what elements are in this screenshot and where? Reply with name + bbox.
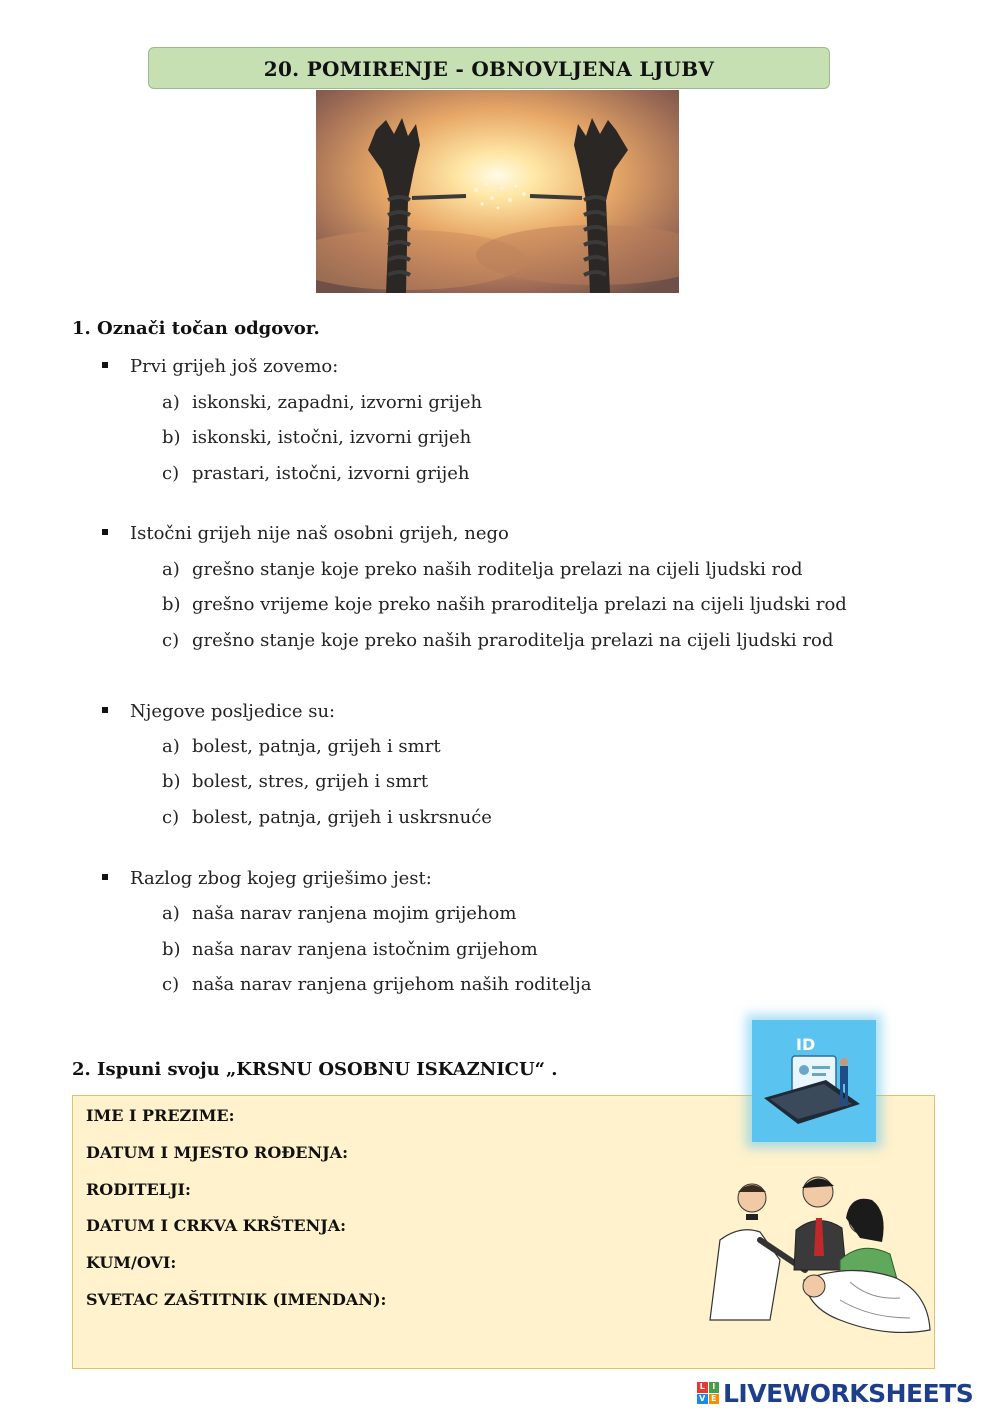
bullet-icon [102, 707, 108, 713]
option-letter: c) [162, 974, 180, 995]
bullet-icon [102, 529, 108, 535]
option-letter: c) [162, 463, 180, 484]
option-letter: b) [162, 427, 181, 448]
option-text: naša narav ranjena istočnim grijehom [192, 939, 538, 960]
option-text: grešno stanje koje preko naših praroditelja prelazi na cijeli ljudski rod [192, 630, 834, 651]
option-text: prastari, istočni, izvorni grijeh [192, 463, 470, 484]
answer-option[interactable] [162, 807, 492, 828]
option-letter: a) [162, 559, 180, 580]
question-4 [102, 868, 432, 889]
field-patron-saint[interactable]: SVETAC ZAŠTITNIK (IMENDAN): [86, 1290, 387, 1309]
question-1 [102, 356, 338, 377]
option-text: iskonski, zapadni, izvorni grijeh [192, 392, 483, 413]
option-text: naša narav ranjena mojim grijehom [192, 903, 517, 924]
question-2 [102, 523, 509, 544]
option-text: naša narav ranjena grijehom naših roditelja [192, 974, 592, 995]
question-prompt: Njegove posljedice su: [130, 701, 336, 722]
liveworksheets-logo[interactable] [697, 1376, 973, 1410]
answer-option[interactable] [162, 392, 482, 413]
option-letter: a) [162, 736, 180, 757]
id-card-icon [752, 1020, 876, 1142]
field-godparents[interactable]: KUM/OVI: [86, 1253, 177, 1272]
section1-heading: 1. Označi točan odgovor. [72, 318, 320, 339]
answer-option[interactable] [162, 427, 471, 448]
answer-option[interactable] [162, 463, 469, 484]
option-letter: c) [162, 807, 180, 828]
answer-option[interactable] [162, 736, 441, 757]
answer-option[interactable] [162, 903, 516, 924]
bullet-icon [102, 362, 108, 368]
worksheet-title: 20. POMIRENJE - OBNOVLJENA LJUBV [148, 47, 830, 89]
answer-option[interactable] [162, 630, 833, 651]
option-letter: b) [162, 939, 181, 960]
broken-chains-image [316, 90, 679, 293]
option-letter: a) [162, 392, 180, 413]
liveworksheets-wordmark: LIVEWORKSHEETS [723, 1378, 974, 1408]
liveworksheets-badge-icon: L I V E [697, 1382, 719, 1404]
option-text: grešno stanje koje preko naših roditelja prelazi na cijeli ljudski rod [192, 559, 803, 580]
field-birth-date-place[interactable]: DATUM I MJESTO ROĐENJA: [86, 1143, 348, 1162]
option-letter: c) [162, 630, 180, 651]
option-letter: b) [162, 594, 181, 615]
bullet-icon [102, 874, 108, 880]
answer-option[interactable] [162, 939, 538, 960]
option-text: bolest, stres, grijeh i smrt [192, 771, 429, 792]
section2-heading: 2. Ispuni svoju „KRSNU OSOBNU ISKAZNICU“ . [72, 1059, 558, 1080]
option-letter: b) [162, 771, 181, 792]
answer-option[interactable] [162, 771, 428, 792]
option-text: iskonski, istočni, izvorni grijeh [192, 427, 472, 448]
question-3 [102, 701, 335, 722]
answer-option[interactable] [162, 974, 591, 995]
question-prompt: Istočni grijeh nije naš osobni grijeh, nego [130, 523, 509, 544]
question-prompt: Razlog zbog kojeg griješimo jest: [130, 868, 432, 889]
answer-option[interactable] [162, 559, 803, 580]
id-icon-label: ID [796, 1035, 816, 1054]
answer-option[interactable] [162, 594, 847, 615]
field-full-name[interactable]: IME I PREZIME: [86, 1106, 235, 1125]
option-letter: a) [162, 903, 180, 924]
option-text: bolest, patnja, grijeh i smrt [192, 736, 441, 757]
field-baptism-date-church[interactable]: DATUM I CRKVA KRŠTENJA: [86, 1216, 347, 1235]
option-text: grešno vrijeme koje preko naših praroditelja prelazi na cijeli ljudski rod [192, 594, 847, 615]
option-text: bolest, patnja, grijeh i uskrsnuće [192, 807, 492, 828]
question-prompt: Prvi grijeh još zovemo: [130, 356, 339, 377]
field-parents[interactable]: RODITELJI: [86, 1180, 191, 1199]
baptism-illustration [700, 1170, 935, 1345]
